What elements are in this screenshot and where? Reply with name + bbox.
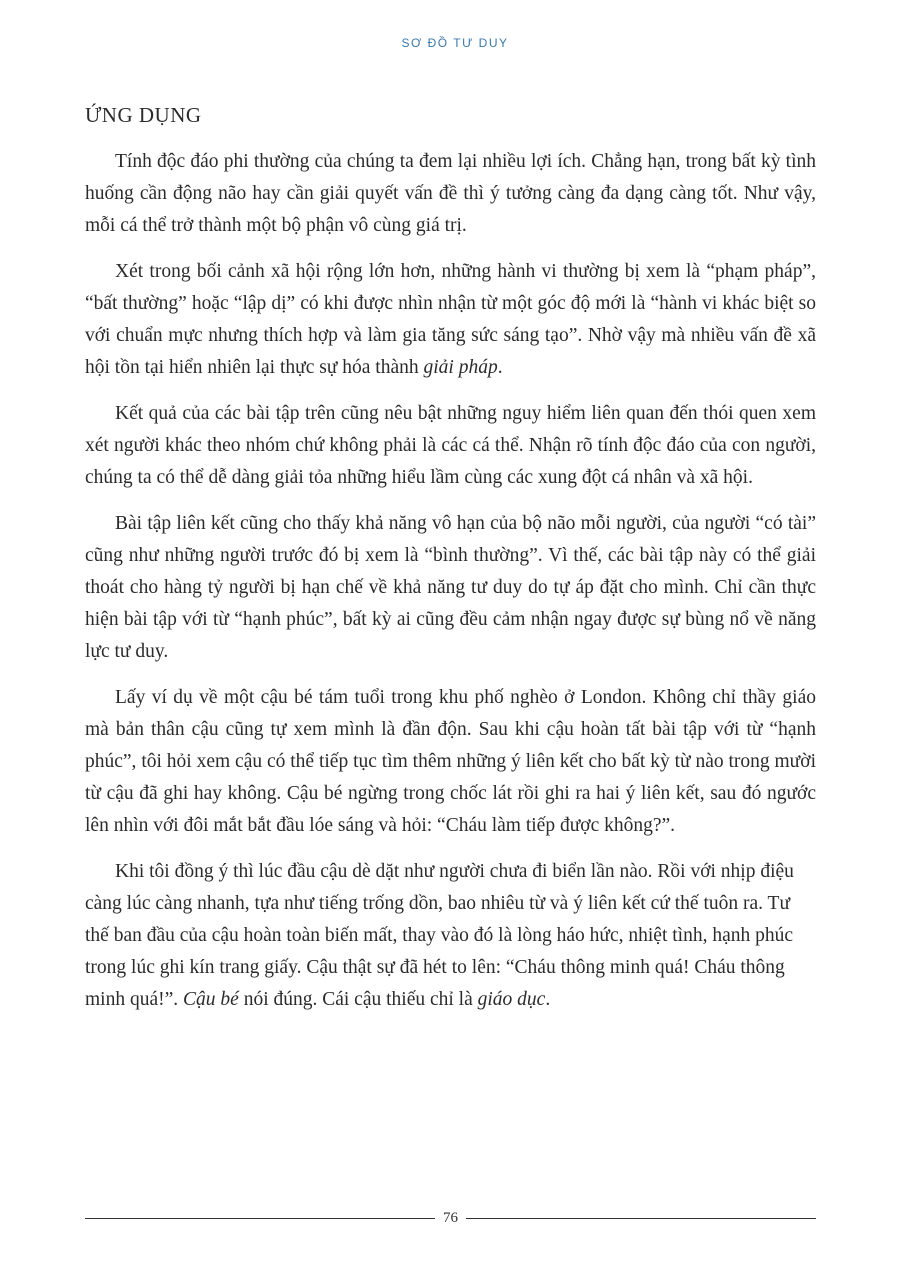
paragraph-text: nói đúng. Cái cậu thiếu chỉ là [238,989,478,1010]
emphasis-text: giáo dục [477,989,546,1010]
paragraph: Lấy ví dụ về một cậu bé tám tuổi trong khu phố nghèo ở London. Không chỉ thầy giáo mà bản thân cậu cũng tự xem mình là đần độn. Sau khi cậu hoàn tất bài tập với từ “hạnh phúc”, tôi hỏi xem cậu có thể tiếp tục tìm thêm những ý liên kết cho bất kỳ từ nào trong mười từ cậu đã ghi hay không. Cậu bé ngừng trong chốc lát rồi ghi ra hai ý liên kết, sau đó ngước lên nhìn với đôi mắt bắt đầu lóe sáng và hỏi: “Cháu làm tiếp được không?”. [85,687,816,836]
section-title: ỨNG DỤNG [85,103,202,127]
paragraph-text: Xét trong bối cảnh xã hội rộng lớn hơn, những hành vi thường bị xem là “phạm pháp”, “bất thường” hoặc “lập dị” có khi được nhìn nhận từ một góc độ mới là “hành vi khác biệt so với chuẩn mực nhưng thích hợp và làm gia tăng sức sáng tạo”. Nhờ vậy mà nhiều vấn đề xã hội tồn tại hiển nhiên lại thực sự hóa thành [85,261,816,378]
paragraph: Kết quả của các bài tập trên cũng nêu bật những nguy hiểm liên quan đến thói quen xem xét người khác theo nhóm chứ không phải là các cá thể. Nhận rõ tính độc đáo của con người, chúng ta có thể dễ dàng giải tỏa những hiểu lầm cùng các xung đột cá nhân và xã hội. [85,403,816,488]
paragraph [85,856,816,1016]
emphasis-text: giải pháp [423,357,498,378]
running-header: SƠ ĐỒ TƯ DUY [401,36,509,50]
paragraph: Tính độc đáo phi thường của chúng ta đem lại nhiều lợi ích. Chẳng hạn, trong bất kỳ tình huống cần động não hay cần giải quyết vấn đề thì ý tưởng càng đa dạng càng tốt. Như vậy, mỗi cá thể trở thành một bộ phận vô cùng giá trị. [85,151,816,236]
paragraph-text: . [545,989,551,1010]
paragraph-text: Khi tôi đồng ý thì lúc đầu cậu dè dặt như người chưa đi biển lần nào. Rồi với nhịp điệu càng lúc càng nhanh, tựa như tiếng trống dồn, bao nhiêu từ và ý liên kết cứ thế tuôn ra. Tư thế ban đầu của cậu hoàn toàn biến mất, thay vào đó là lòng háo hức, nhiệt tình, hạnh phúc trong lúc ghi kín trang giấy. Cậu thật sự đã hét to lên: “Cháu thông minh quá! Cháu thông minh quá!”. [85,861,794,1010]
page-number: 76 [443,1210,458,1226]
footer-rule-right [466,1218,816,1219]
body-text [85,146,816,1030]
emphasis-text: Cậu bé [183,989,239,1010]
page-footer [85,1208,816,1228]
paragraph [85,256,816,384]
footer-rule-left [85,1218,435,1219]
paragraph: Bài tập liên kết cũng cho thấy khả năng vô hạn của bộ não mỗi người, của người “có tài” cũng như những người trước đó bị xem là “bình thường”. Vì thế, các bài tập này có thể giải thoát cho hàng tỷ người bị hạn chế về khả năng tư duy do tự áp đặt cho mình. Chỉ cần thực hiện bài tập với từ “hạnh phúc”, bất kỳ ai cũng đều cảm nhận ngay được sự bùng nổ về năng lực tư duy. [85,513,816,662]
paragraph-text: . [497,357,503,378]
